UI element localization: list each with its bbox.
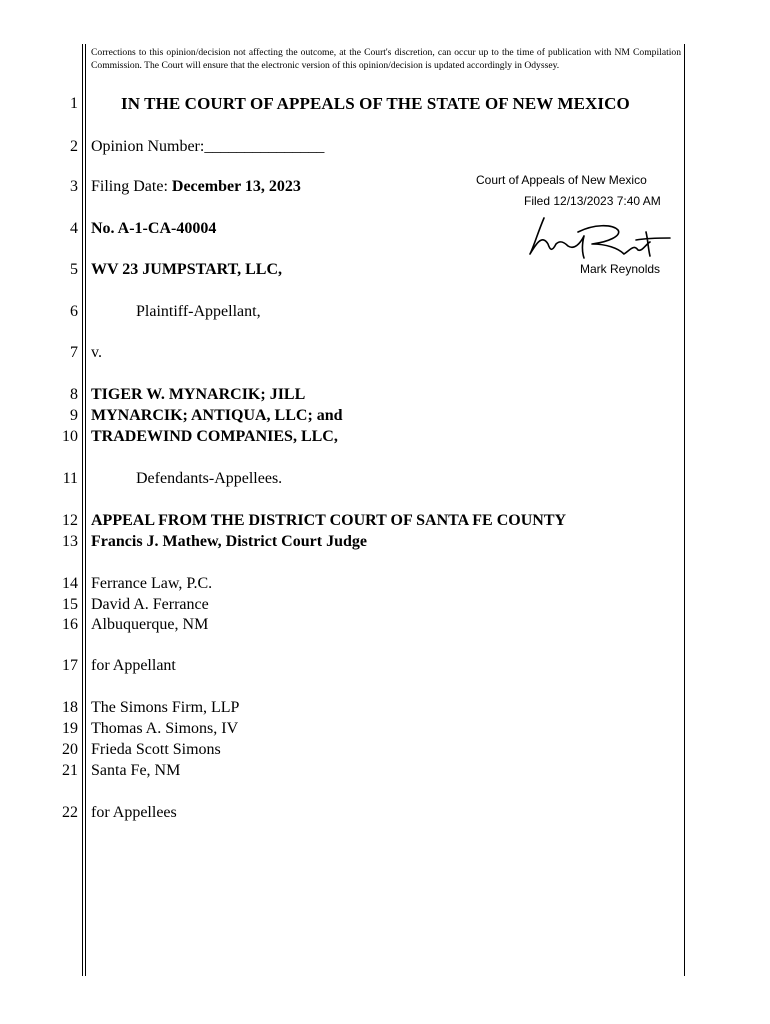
stamp-filed: Filed 12/13/2023 7:40 AM [524,194,661,208]
appeal-heading: APPEAL FROM THE DISTRICT COURT OF SANTA FE COUNTY [91,512,567,529]
defendants-line: TRADEWIND COMPANIES, LLC, [91,428,338,445]
appellee-counsel-line: Santa Fe, NM [91,762,181,779]
stamp-signer: Mark Reynolds [580,262,661,276]
appellee-counsel-line: The Simons Firm, LLP [91,699,240,716]
line-number: 20 [62,741,78,758]
line-number: 11 [62,470,78,487]
right-margin-rule [684,44,685,976]
line-number: 15 [62,596,78,613]
for-appellees: for Appellees [91,804,177,821]
appellee-counsel-line: Thomas A. Simons, IV [91,720,239,737]
court-heading: IN THE COURT OF APPEALS OF THE STATE OF NEW MEXICO [121,94,630,113]
appellant-counsel-line: Ferrance Law, P.C. [91,575,213,592]
line-number: 10 [62,428,78,445]
line-number: 2 [70,138,78,155]
filing-date-label: Filing Date: [91,178,172,195]
plaintiff-name: WV 23 JUMPSTART, LLC, [91,261,283,278]
left-margin-rule-inner [85,44,86,976]
filing-date-value: December 13, 2023 [171,178,301,195]
line-number: 1 [70,95,78,112]
line-number: 16 [62,616,78,633]
appellee-counsel-line: Frieda Scott Simons [91,741,221,758]
line-number: 17 [62,657,78,674]
filing-date [91,177,301,197]
defendants-line: MYNARCIK; ANTIQUA, LLC; and [91,407,343,424]
line-number: 7 [70,344,78,361]
line-number: 19 [62,720,78,737]
line-number: 3 [70,178,78,195]
appellant-counsel-line: Albuquerque, NM [91,616,209,633]
appellant-counsel-line: David A. Ferrance [91,596,209,613]
line-number: 14 [62,575,78,592]
line-number: 9 [70,407,78,424]
line-number: 6 [70,303,78,320]
line-number: 22 [62,804,78,821]
corrections-notice: Corrections to this opinion/decision not affecting the outcome, at the Court's discretion, can occur up to the time of publication with NM Compilation Commission. The Court will ensure that the electronic version of this opinion/decision is updated accordingly in Odyssey. [91,47,681,71]
left-margin-rule [82,44,83,976]
stamp-court: Court of Appeals of New Mexico [476,173,647,187]
line-number: 12 [62,512,78,529]
line-number: 18 [62,699,78,716]
line-number: 13 [62,533,78,550]
versus: v. [91,344,102,361]
line-number: 21 [62,762,78,779]
district-judge: Francis J. Mathew, District Court Judge [91,533,367,550]
plaintiff-role: Plaintiff-Appellant, [136,303,261,320]
case-number: No. A-1-CA-40004 [91,220,217,237]
defendants-role: Defendants-Appellees. [136,470,283,487]
opinion-number: Opinion Number:_______________ [91,138,325,155]
line-number: 5 [70,261,78,278]
defendants-line: TIGER W. MYNARCIK; JILL [91,386,306,403]
for-appellant: for Appellant [91,657,176,674]
line-number: 8 [70,386,78,403]
line-number: 4 [70,220,78,237]
signature-image [522,214,672,264]
